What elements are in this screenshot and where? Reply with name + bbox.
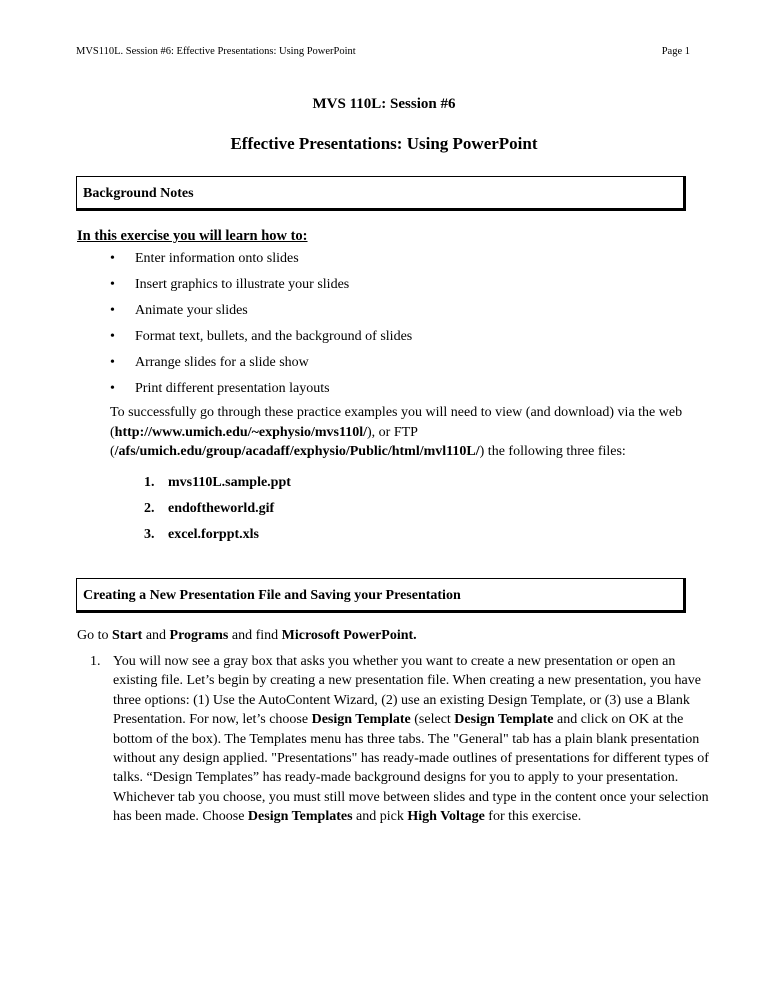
running-header-title: MVS110L. Session #6: Effective Presentations: Using PowerPoint xyxy=(76,46,356,57)
design-template-term: Design Template xyxy=(454,712,554,728)
list-number: 1. xyxy=(144,475,155,490)
app-name-term: Microsoft PowerPoint. xyxy=(281,628,417,643)
section-heading-new-presentation xyxy=(76,578,686,613)
step-text xyxy=(113,652,710,827)
list-item: • Print different presentation layouts xyxy=(110,380,412,406)
text-run: and pick xyxy=(352,809,408,825)
intro-text-3: ) the following three files: xyxy=(479,444,626,459)
list-item: • Format text, bullets, and the background of slides xyxy=(110,328,412,354)
document-title: Effective Presentations: Using PowerPoint xyxy=(230,134,538,153)
intro-text-1: To successfully go through these practice examples you will need to view (and download) via the web ( xyxy=(110,405,683,440)
list-number: 2. xyxy=(144,501,155,516)
intro-paragraph xyxy=(110,403,710,462)
list-item xyxy=(144,526,291,552)
text-run: and xyxy=(142,628,170,643)
list-item: • Enter information onto slides xyxy=(110,250,412,276)
start-menu-term: Start xyxy=(112,628,143,643)
text-run: and click on OK at the bottom of the box). The Templates menu has three tabs. The "General" tab has a plain blank presentation without any design applied. "Presentations" has ready-made outlines of presentations for different types of talks. “Design Templates” has ready-made background designs for you to apply to your presentation. Whichever tab you choose, you must still move between slides and type in the content once your selection has been made. Choose xyxy=(113,712,709,825)
list-item xyxy=(144,500,291,526)
file-name: endoftheworld.gif xyxy=(168,501,275,516)
text-run: You will now see a gray box that asks you whether you want to create a new presentation or open an existing file. Let’s begin by creating a new presentation file. When creating a new presentation, you have three options: (1) Use the AutoContent Wizard, (2) use an existing Design Template, or (3) use a Blank Presentation. For now, let’s choose xyxy=(113,654,701,728)
file-name: excel.forppt.xls xyxy=(168,527,259,542)
list-item: • Arrange slides for a slide show xyxy=(110,354,412,380)
goto-instruction xyxy=(77,628,417,644)
list-item: • Insert graphics to illustrate your slides xyxy=(110,276,412,302)
text-run: for this exercise. xyxy=(484,809,582,825)
design-template-term: Design Template xyxy=(311,712,411,728)
learn-heading: In this exercise you will learn how to: xyxy=(77,228,308,244)
list-number: 3. xyxy=(144,527,155,542)
text-run: Go to xyxy=(77,628,112,643)
text-run: and find xyxy=(228,628,282,643)
web-url-link[interactable]: http://www.umich.edu/~exphysio/mvs110l/ xyxy=(114,424,367,440)
section-heading-label: Background Notes xyxy=(83,186,194,201)
section-heading-label: Creating a New Presentation File and Saving your Presentation xyxy=(83,588,461,603)
file-name: mvs110L.sample.ppt xyxy=(168,475,291,490)
session-title: MVS 110L: Session #6 xyxy=(312,96,456,112)
text-run: (select xyxy=(410,712,455,728)
list-item: • Animate your slides xyxy=(110,302,412,328)
list-item xyxy=(144,474,291,500)
section-heading-background-notes xyxy=(76,176,686,211)
file-list xyxy=(144,474,291,552)
page-number: Page 1 xyxy=(661,46,690,57)
step-1 xyxy=(90,652,710,827)
learn-list xyxy=(110,250,412,406)
step-number: 1. xyxy=(90,654,101,669)
design-templates-term: Design Templates xyxy=(247,809,353,825)
programs-term: Programs xyxy=(169,628,229,643)
high-voltage-term: High Voltage xyxy=(407,809,485,825)
ftp-path: /afs/umich.edu/group/acadaff/exphysio/Public/html/mvl110L/ xyxy=(114,444,480,459)
intro-text-2: ), or FTP ( xyxy=(110,424,418,459)
